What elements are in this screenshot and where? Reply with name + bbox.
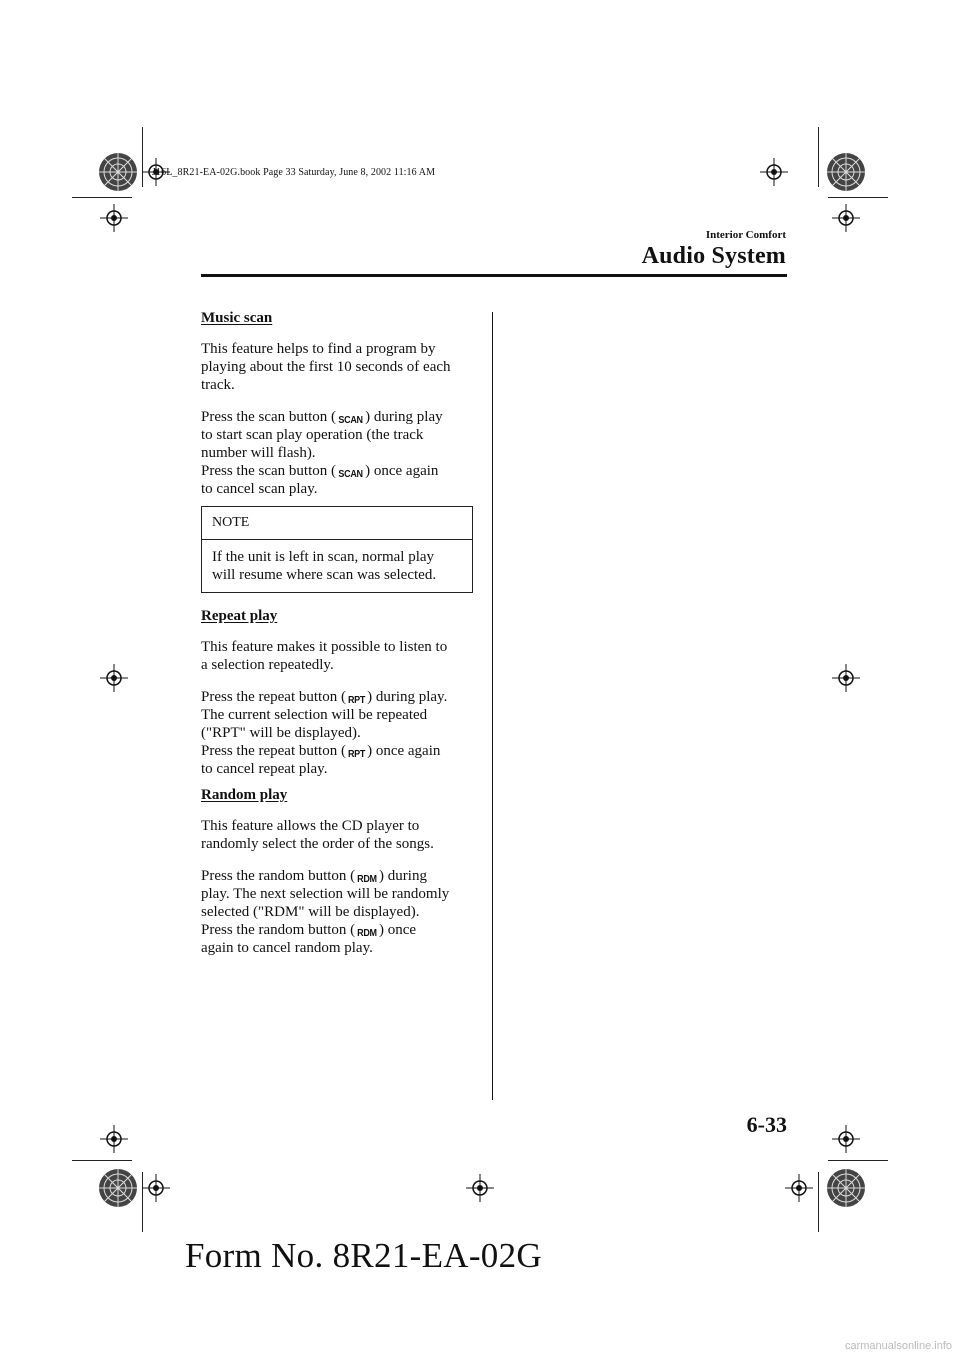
text-fragment: ) once (379, 922, 417, 938)
repeat-play-instructions (201, 688, 473, 778)
music-scan-heading: Music scan (201, 310, 273, 326)
text-line: play. The next selection will be randomly (201, 886, 450, 902)
registration-mark-icon (832, 664, 860, 692)
text-fragment: ) once again (367, 743, 441, 759)
note-label: NOTE (202, 507, 472, 540)
text-line: a selection repeatedly. (201, 657, 334, 673)
note-box (201, 506, 473, 593)
text-line: will resume where scan was selected. (212, 567, 437, 583)
book-info-line: J16L_8R21-EA-02G.book Page 33 Saturday, June 8, 2002 11:16 AM (152, 167, 436, 178)
chapter-title: Audio System (641, 243, 786, 269)
text-line: to cancel repeat play. (201, 761, 328, 777)
registration-mark-icon (785, 1174, 813, 1202)
random-play-instructions (201, 867, 473, 957)
watermark: carmanualsonline.info (844, 1340, 952, 1352)
repeat-button-icon: RPT (347, 749, 366, 760)
text-line: playing about the first 10 seconds of each (201, 359, 451, 375)
repeat-play-heading: Repeat play (201, 608, 278, 624)
text-line: number will flash). (201, 445, 316, 461)
text-line: If the unit is left in scan, normal play (212, 549, 435, 565)
music-scan-intro (201, 340, 473, 394)
text-fragment: ) during play. (367, 689, 448, 705)
music-scan-instructions (201, 408, 473, 498)
text-line (201, 688, 473, 706)
repeat-play-intro (201, 638, 473, 674)
random-button-icon: RDM (357, 928, 377, 939)
text-line: ("RPT" will be displayed). (201, 725, 361, 741)
note-text (202, 540, 472, 592)
text-line (201, 742, 473, 760)
random-play-heading: Random play (201, 787, 288, 803)
text-line: The current selection will be repeated (201, 707, 428, 723)
scan-button-icon: SCAN (338, 415, 363, 426)
registration-mark-icon (466, 1174, 494, 1202)
registration-mark-icon (100, 204, 128, 232)
text-fragment: Press the random button ( (201, 922, 356, 938)
text-fragment: Press the random button ( (201, 868, 356, 884)
text-fragment: Press the repeat button ( (201, 689, 346, 705)
content-column (201, 309, 473, 965)
text-line: This feature allows the CD player to (201, 818, 420, 834)
column-divider (492, 312, 493, 1100)
text-fragment: ) during (379, 868, 427, 884)
registration-mark-icon (100, 1125, 128, 1153)
text-line: This feature helps to find a program by (201, 341, 436, 357)
text-fragment: Press the scan button ( (201, 409, 336, 425)
text-fragment: Press the repeat button ( (201, 743, 346, 759)
text-fragment: ) during play (365, 409, 443, 425)
text-line: This feature makes it possible to listen to (201, 639, 448, 655)
random-play-intro (201, 817, 473, 853)
random-button-icon: RDM (357, 874, 377, 885)
registration-mark-icon (100, 664, 128, 692)
star-target-icon (826, 1168, 866, 1208)
text-fragment: ) once again (365, 463, 439, 479)
text-line: to start scan play operation (the track (201, 427, 424, 443)
registration-mark-icon (142, 1174, 170, 1202)
form-number: Form No. 8R21-EA-02G (185, 1236, 542, 1275)
text-line (201, 867, 473, 885)
text-line (201, 408, 473, 426)
scan-button-icon: SCAN (338, 469, 363, 480)
section-title: Interior Comfort (705, 229, 786, 241)
header-rule (201, 274, 787, 277)
text-line: selected ("RDM" will be displayed). (201, 904, 420, 920)
text-line: again to cancel random play. (201, 940, 373, 956)
star-target-icon (826, 152, 866, 192)
registration-mark-icon (832, 204, 860, 232)
star-target-icon (98, 152, 138, 192)
text-line: randomly select the order of the songs. (201, 836, 434, 852)
registration-mark-icon (760, 158, 788, 186)
text-line (201, 921, 473, 939)
text-fragment: Press the scan button ( (201, 463, 336, 479)
page-number: 6-33 (746, 1112, 787, 1137)
repeat-button-icon: RPT (347, 695, 366, 706)
text-line (201, 462, 473, 480)
registration-mark-icon (832, 1125, 860, 1153)
star-target-icon (98, 1168, 138, 1208)
text-line: to cancel scan play. (201, 481, 318, 497)
text-line: track. (201, 377, 235, 393)
